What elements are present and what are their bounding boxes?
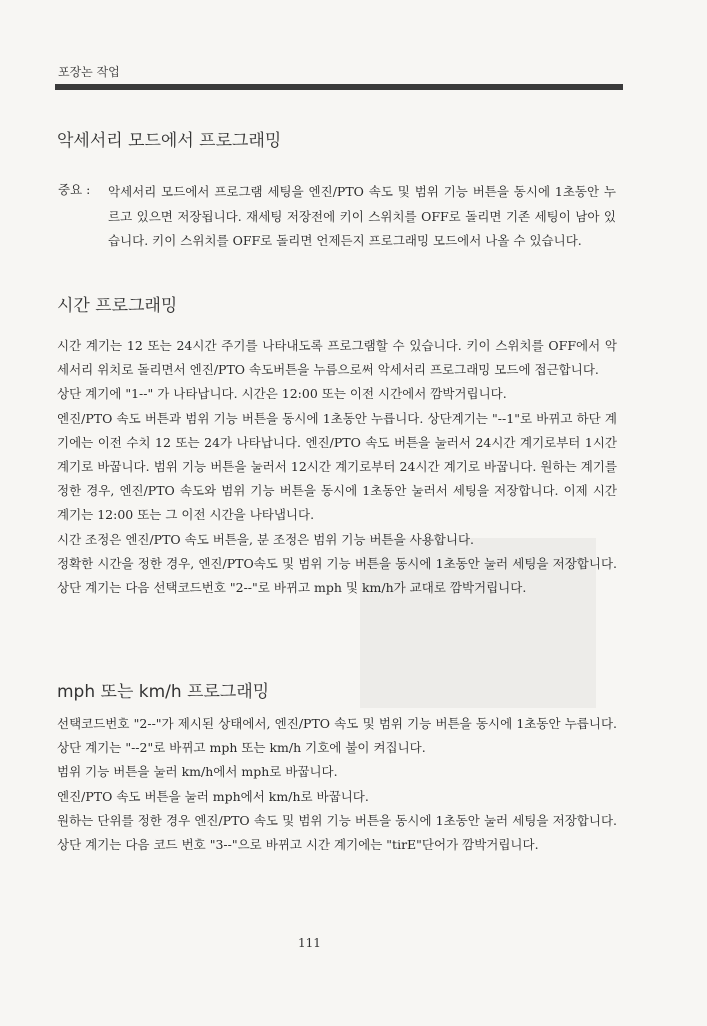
paragraph: 정확한 시간을 정한 경우, 엔진/PTO속도 및 범위 기능 버튼을 동시에 1초동안 눌러 세팅을 저장합니다. 상단 계기는 다음 선택코드번호 "2--"로 바뀌고 mph 및 km/h가 교대로 깜박거립니다. — [57, 555, 617, 596]
paragraph: 선택코드번호 "2--"가 제시된 상태에서, 엔진/PTO 속도 및 범위 기능 버튼을 동시에 1초동안 누릅니다. 상단 계기는 "--2"로 바뀌고 mph 또는 km/h 기호에 불이 켜집니다. — [57, 716, 617, 756]
paragraph: 원하는 단위를 정한 경우 엔진/PTO 속도 및 범위 기능 버튼을 동시에 1초동안 눌러 세팅을 저장합니다. 상단 계기는 다음 코드 번호 "3--"으로 바뀌고 시간 계기에는 "tirE"단어가 깜박거립니다. — [57, 812, 617, 853]
section-title-accessory-mode: 악세서리 모드에서 프로그래밍 — [57, 131, 282, 151]
section-label: 포장논 작업 — [58, 65, 120, 79]
paragraph: 상단 계기에 "1--" 가 나타납니다. 시간은 12:00 또는 이전 시간에서 깜박거립니다. — [57, 386, 507, 402]
note-label: 중요 : — [58, 182, 91, 197]
page-number: 111 — [298, 936, 321, 950]
paragraph: 엔진/PTO 속도 버튼을 눌러 mph에서 km/h로 바꿉니다. — [57, 788, 369, 804]
section-title-mph-kmh: mph 또는 km/h 프로그래밍 — [57, 682, 270, 702]
paragraph: 범위 기능 버튼을 눌러 km/h에서 mph로 바꿉니다. — [57, 764, 338, 780]
paragraph: 시간 조정은 엔진/PTO 속도 버튼을, 분 조정은 범위 기능 버튼을 사용합니다. — [57, 531, 474, 547]
section-title-time: 시간 프로그래밍 — [57, 296, 178, 316]
mph-section-body — [57, 712, 617, 857]
paragraph: 시간 계기는 12 또는 24시간 주기를 나타내도록 프로그램할 수 있습니다. 키이 스위치를 OFF에서 악세서리 위치로 돌리면서 엔진/PTO 속도버튼을 누름으로써 악세서리 프로그래밍 모드에 접근합니다. — [57, 338, 617, 378]
paragraph: 엔진/PTO 속도 버튼과 범위 기능 버튼을 동시에 1초동안 누릅니다. 상단계기는 "--1"로 바뀌고 하단 계기에는 이전 수치 12 또는 24가 나타납니다. 엔진/PTO 속도 버튼을 눌러서 24시간 계기로부터 1시간 계기로 바꿉니다. 범위 기능 버튼을 눌러서 12시간 계기로부터 24시간 계기로 바꿉니다. 원하는 계기를 정한 경우, 엔진/PTO 속도와 범위 기능 버튼을 동시에 1초동안 눌러서 세팅을 저장합니다. 이제 시간 계기는 12:00 또는 그 이전 시간을 나타냅니다. — [57, 410, 617, 523]
note-text: 악세서리 모드에서 프로그램 세팅을 엔진/PTO 속도 및 범위 기능 버튼을 동시에 1초동안 누르고 있으면 저장됩니다. 재세팅 저장전에 키이 스위치를 OFF로 돌리면 기존 세팅이 남아 있습니다. 키이 스위치를 OFF로 돌리면 언제든지 프로그래밍 모드에서 나올 수 있습니다. — [108, 184, 616, 248]
header-rule — [55, 84, 623, 90]
time-section-body — [57, 334, 617, 600]
